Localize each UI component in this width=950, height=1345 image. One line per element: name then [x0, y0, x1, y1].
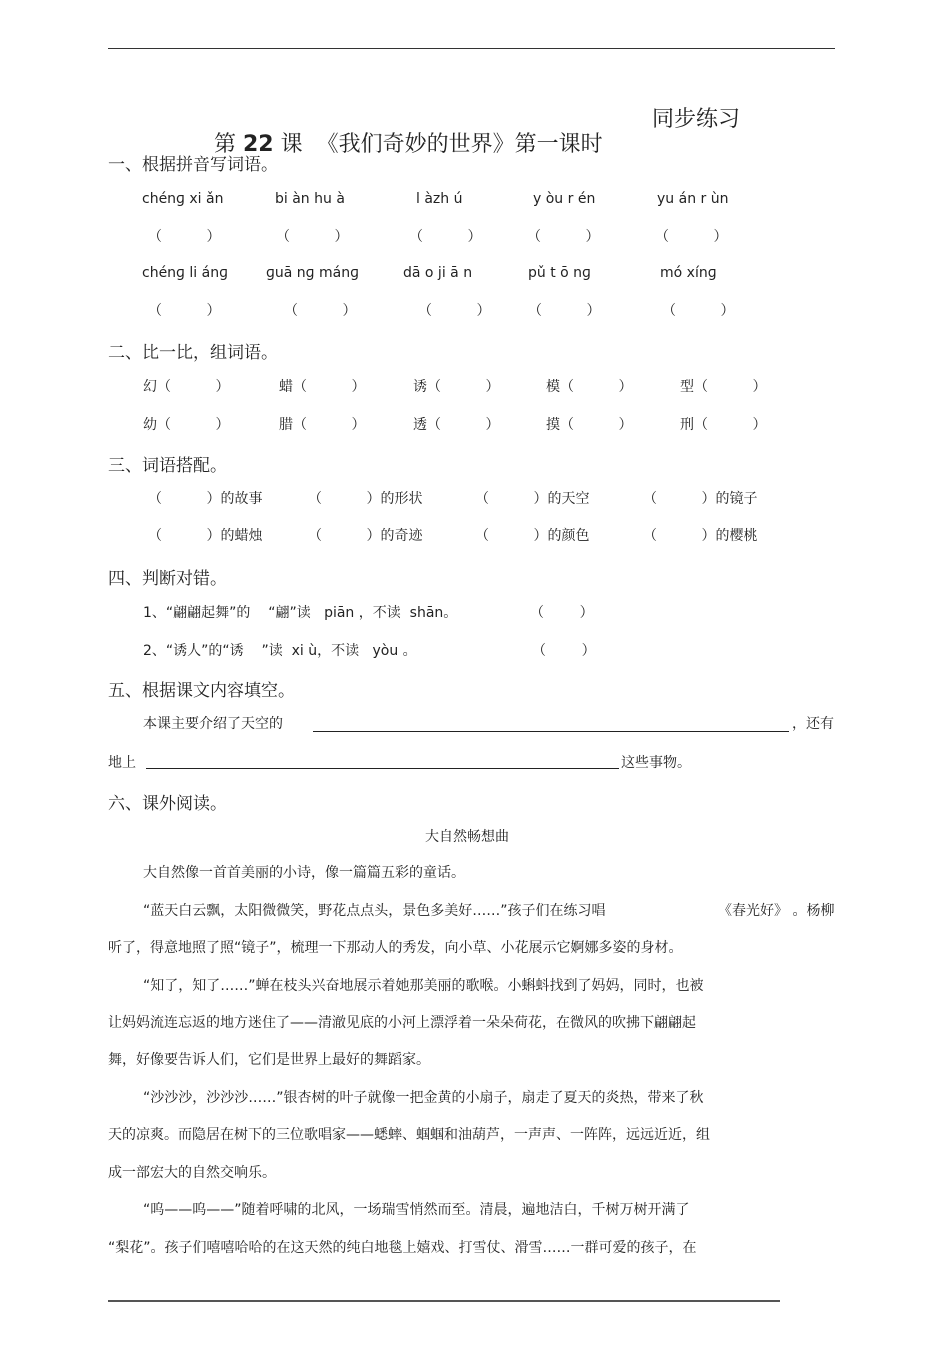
char-item[interactable]: 摸（ ）: [546, 417, 633, 433]
passage-line: “呜——呜——”随着呼啸的北风，一场瑞雪悄然而至。清晨，遍地洁白，千树万树开满了: [143, 1202, 690, 1218]
answer-blank[interactable]: （ ）: [528, 303, 601, 319]
judge-question-2: 2、“诱人”的“诱 ”读 xi ù，不读 yòu 。: [143, 643, 417, 659]
top-rule: [108, 48, 835, 49]
passage-line: “梨花”。孩子们嘻嘻哈哈的在这天然的纯白地毯上嬉戏、打雪仗、滑雪……一群可爱的孩子，在: [108, 1240, 697, 1256]
char-item[interactable]: 诱（ ）: [413, 379, 500, 395]
section3-heading: 三、词语搭配。: [108, 456, 227, 476]
pinyin-item: bi àn hu à: [275, 191, 345, 207]
pinyin-item: yu án r ùn: [657, 191, 729, 207]
phrase-item[interactable]: （ ）的故事: [148, 491, 263, 507]
fill-line1-start: 本课主要介绍了天空的: [143, 716, 283, 732]
answer-blank[interactable]: （ ）: [527, 229, 600, 245]
char-item[interactable]: 刑（ ）: [680, 417, 767, 433]
pinyin-item: chénɡ li ánɡ: [142, 265, 228, 281]
pinyin-item: y òu r én: [533, 191, 596, 207]
char-item[interactable]: 幼（ ）: [143, 417, 230, 433]
char-item[interactable]: 型（ ）: [680, 379, 767, 395]
bottom-rule: [108, 1300, 780, 1302]
phrase-item[interactable]: （ ）的樱桃: [643, 528, 758, 544]
fill-blank-ground[interactable]: [146, 768, 619, 769]
section4-heading: 四、判断对错。: [108, 569, 227, 589]
passage-line: “蓝天白云飘，太阳微微笑，野花点点头，景色多美好……”孩子们在练习唱: [143, 903, 606, 919]
passage-line: “沙沙沙，沙沙沙……”银杏树的叶子就像一把金黄的小扇子，扇走了夏天的炎热，带来了秋: [143, 1090, 704, 1106]
phrase-item[interactable]: （ ）的镜子: [643, 491, 758, 507]
answer-blank[interactable]: （ ）: [409, 229, 482, 245]
fill-line1-end: ，还有: [792, 716, 834, 732]
judge-question-1: 1、“翩翩起舞”的 “翩”读 piān ，不读 shān。: [143, 605, 458, 621]
passage-line: 让妈妈流连忘返的地方迷住了——清澈见底的小河上漂浮着一朵朵荷花，在微风的吹拂下翩翩起: [108, 1015, 696, 1031]
passage-line: 天的凉爽。而隐居在树下的三位歌唱家——蟋蟀、蝈蝈和油葫芦，一声声、一阵阵，远远近近，组: [108, 1127, 710, 1143]
char-item[interactable]: 幻（ ）: [143, 379, 230, 395]
lesson-number: 22: [243, 132, 274, 157]
passage-line: 舞，好像要告诉人们，它们是世界上最好的舞蹈家。: [108, 1052, 430, 1068]
answer-blank[interactable]: （ ）: [662, 303, 735, 319]
pinyin-item: mó xínɡ: [660, 265, 717, 281]
char-item[interactable]: 模（ ）: [546, 379, 633, 395]
pinyin-item: ɡuā nɡ mánɡ: [266, 265, 359, 281]
passage-line: 大自然像一首首美丽的小诗，像一篇篇五彩的童话。: [143, 865, 465, 881]
passage-line: 成一部宏大的自然交响乐。: [108, 1165, 276, 1181]
title-prefix: 第: [214, 132, 243, 157]
pinyin-item: pǔ t ō nɡ: [528, 265, 591, 281]
phrase-item[interactable]: （ ）的颜色: [475, 528, 590, 544]
phrase-item[interactable]: （ ）的形状: [308, 491, 423, 507]
fill-line2-end: 这些事物。: [621, 755, 691, 771]
char-item[interactable]: 腊（ ）: [279, 417, 366, 433]
pinyin-item: chénɡ xi ǎn: [142, 191, 224, 207]
page-title-suffix: 同步练习: [652, 107, 741, 132]
passage-line: 《春光好》 。杨柳: [718, 903, 835, 919]
phrase-item[interactable]: （ ）的奇迹: [308, 528, 423, 544]
section1-heading: 一、根据拼音写词语。: [108, 155, 278, 175]
pinyin-item: dā o ji ā n: [403, 265, 473, 281]
phrase-item[interactable]: （ ）的蜡烛: [148, 528, 263, 544]
section2-heading: 二、比一比，组词语。: [108, 343, 278, 363]
fill-blank-sky[interactable]: [313, 731, 789, 732]
judge-answer-1[interactable]: （ ）: [530, 605, 594, 621]
passage-line: “知了，知了……”蝉在枝头兴奋地展示着她那美丽的歌喉。小蝌蚪找到了妈妈，同时，也被: [143, 978, 704, 994]
section5-heading: 五、根据课文内容填空。: [108, 681, 295, 701]
passage-line: 听了，得意地照了照“镜子”，梳理一下那动人的秀发，向小草、小花展示它婀娜多姿的身材。: [108, 940, 683, 956]
char-item[interactable]: 蜡（ ）: [279, 379, 366, 395]
answer-blank[interactable]: （ ）: [418, 303, 491, 319]
char-item[interactable]: 透（ ）: [413, 417, 500, 433]
answer-blank[interactable]: （ ）: [148, 303, 221, 319]
section6-heading: 六、课外阅读。: [108, 794, 227, 814]
passage-title: 大自然畅想曲: [425, 829, 509, 845]
judge-answer-2[interactable]: （ ）: [532, 643, 596, 659]
answer-blank[interactable]: （ ）: [276, 229, 349, 245]
answer-blank[interactable]: （ ）: [655, 229, 728, 245]
title-main: 课 《我们奇妙的世界》第一课时: [273, 132, 603, 157]
phrase-item[interactable]: （ ）的天空: [475, 491, 590, 507]
answer-blank[interactable]: （ ）: [284, 303, 357, 319]
answer-blank[interactable]: （ ）: [148, 229, 221, 245]
fill-line2-start: 地上: [108, 755, 136, 771]
pinyin-item: l àzh ú: [416, 191, 463, 207]
